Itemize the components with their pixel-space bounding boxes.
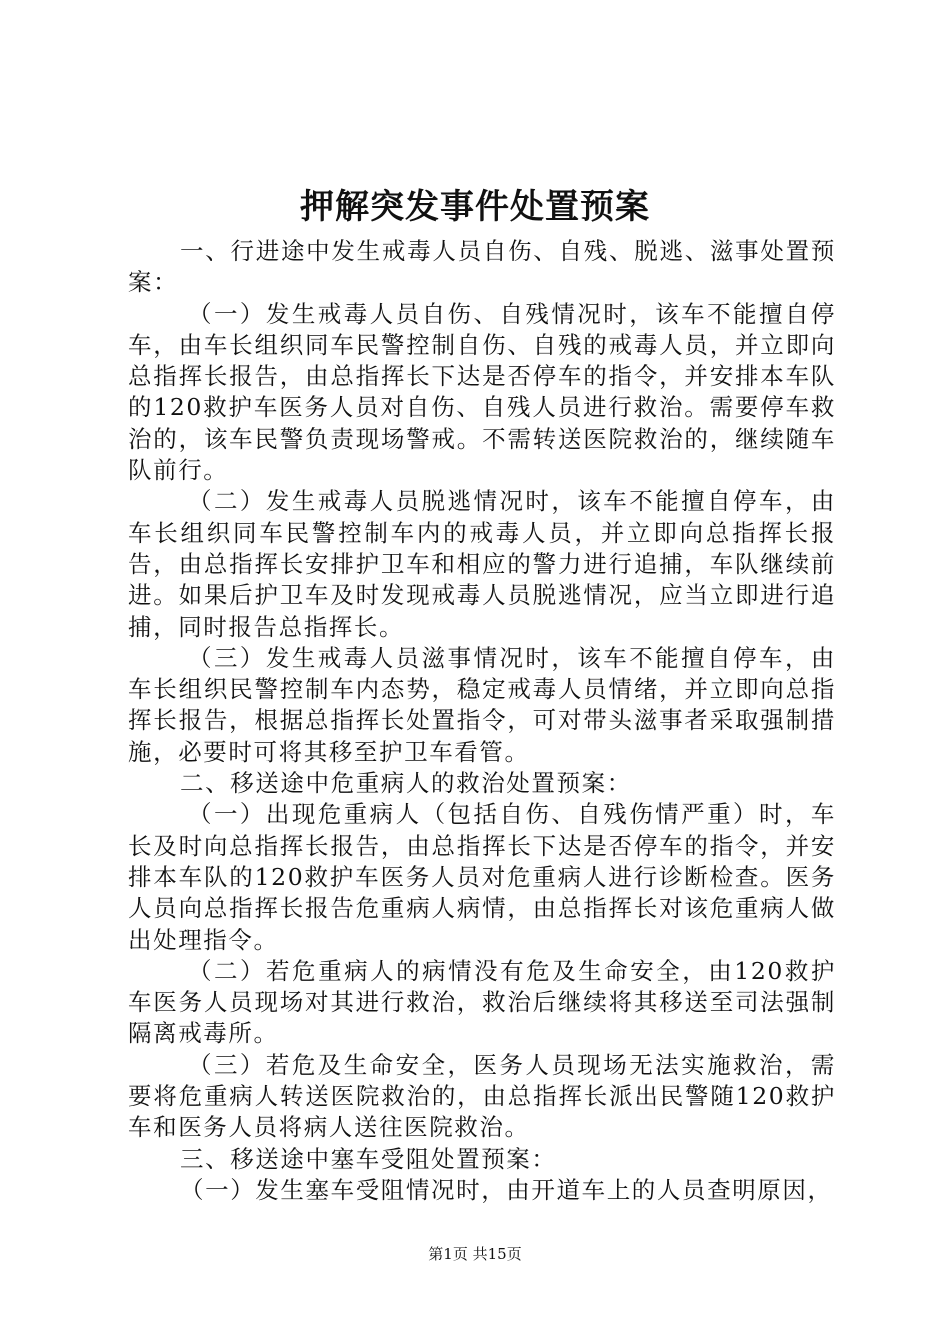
- document-body: [128, 236, 836, 1206]
- section-heading-1: 一、行进途中发生戒毒人员自伤、自残、脱逃、滋事处置预案：: [128, 237, 836, 297]
- paragraph-2-3: （三）若危及生命安全，医务人员现场无法实施救治，需要将危重病人转送医院救治的，由总指挥长派出民警随120救护车和医务人员将病人送往医院救治。: [128, 1050, 836, 1142]
- paragraph-1-1: （一）发生戒毒人员自伤、自残情况时，该车不能擅自停车，由车长组织同车民警控制自伤、自残的戒毒人员，并立即向总指挥长报告，由总指挥长下达是否停车的指令，并安排本车队的120救护车医务人员对自伤、自残人员进行救治。需要停车救治的，该车民警负责现场警戒。不需转送医院救治的，继续随车队前行。: [128, 299, 836, 485]
- section-heading-2: 二、移送途中危重病人的救治处置预案：: [180, 769, 632, 798]
- page-indicator: 第1页 共15页: [428, 1245, 522, 1263]
- document-title: 押解突发事件处置预案: [300, 187, 650, 227]
- paragraph-1-2: （二）发生戒毒人员脱逃情况时，该车不能擅自停车，由车长组织同车民警控制车内的戒毒人员，并立即向总指挥长报告，由总指挥长安排护卫车和相应的警力进行追捕，车队继续前进。如果后护卫车及时发现戒毒人员脱逃情况，应当立即进行追捕，同时报告总指挥长。: [128, 487, 836, 641]
- section-heading-3: 三、移送途中塞车受阻处置预案：: [180, 1144, 557, 1173]
- paragraph-1-3: （三）发生戒毒人员滋事情况时，该车不能擅自停车，由车长组织民警控制车内态势，稳定戒毒人员情绪，并立即向总指挥长报告，根据总指挥长处置指令，可对带头滋事者采取强制措施，必要时可将其移至护卫车看管。: [128, 643, 836, 766]
- paragraph-2-2: （二）若危重病人的病情没有危及生命安全，由120救护车医务人员现场对其进行救治，救治后继续将其移送至司法强制隔离戒毒所。: [128, 956, 836, 1048]
- paragraph-3-1: （一）发生塞车受阻情况时，由开道车上的人员查明原因，: [180, 1175, 833, 1204]
- page-footer: [0, 1244, 950, 1264]
- paragraph-2-1: （一）出现危重病人（包括自伤、自残伤情严重）时，车长及时向总指挥长报告，由总指挥长下达是否停车的指令，并安排本车队的120救护车医务人员对危重病人进行诊断检查。医务人员向总指挥长报告危重病人病情，由总指挥长对该危重病人做出处理指令。: [128, 800, 836, 954]
